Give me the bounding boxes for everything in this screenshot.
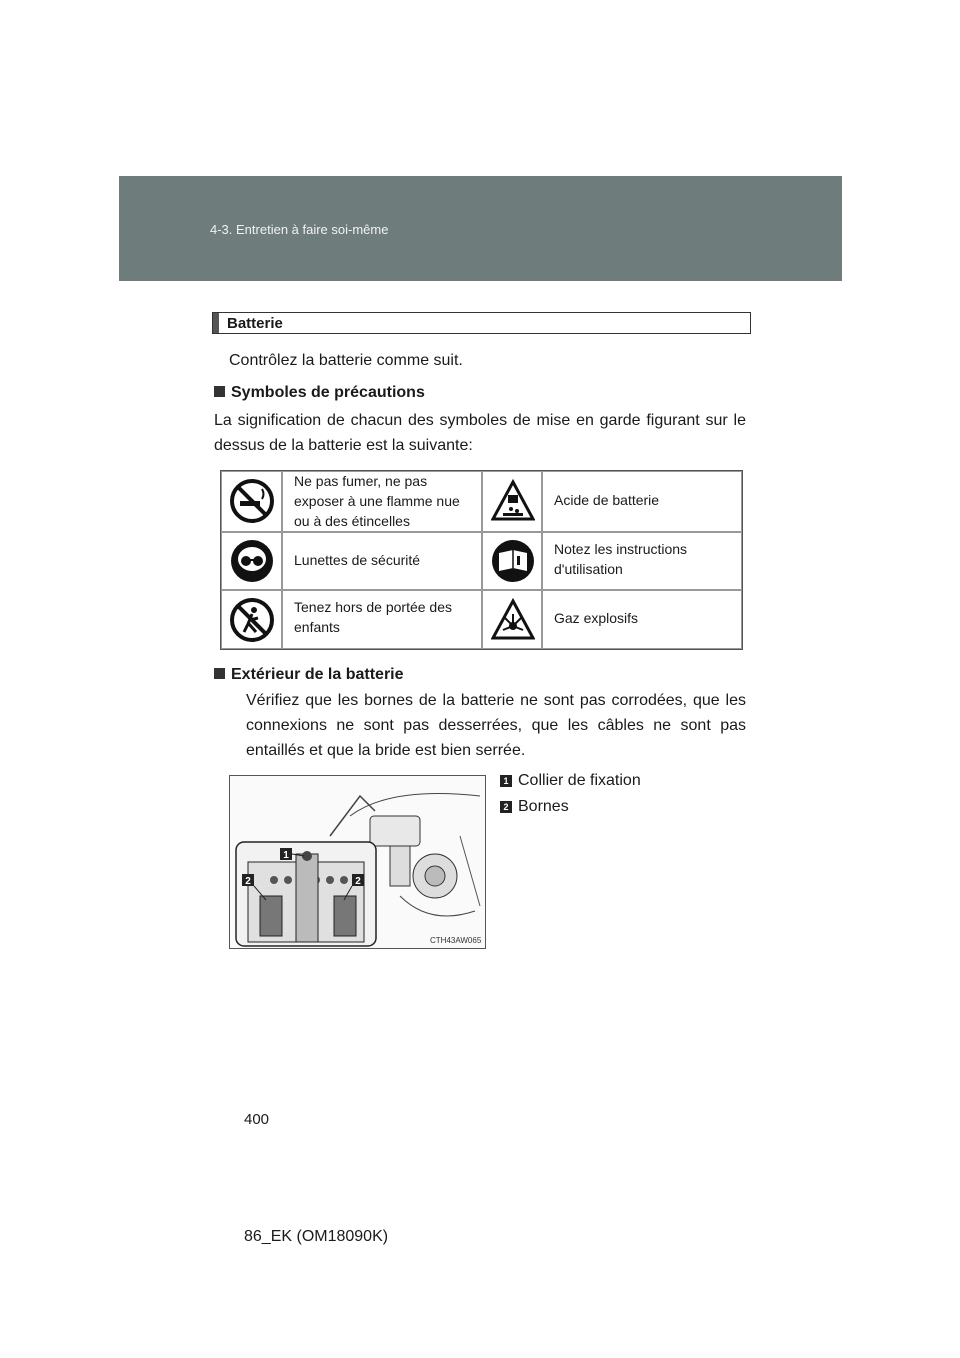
- callout-1: 1: [283, 850, 289, 861]
- symbols-paragraph: La signification de chacun des symboles de mise en garde figurant sur le dessus de la batterie est la suivante:: [214, 412, 746, 454]
- page-number: 400: [244, 1111, 270, 1128]
- footer-code: 86_EK (OM18090K): [244, 1228, 389, 1245]
- symbols-heading: Symboles de précautions: [214, 384, 425, 402]
- exterior-heading: Extérieur de la batterie: [214, 666, 404, 684]
- legend-item: 1 Collier de fixation: [500, 772, 641, 790]
- keep-away-children-icon: [230, 598, 274, 642]
- callout-2-right: 2: [355, 876, 361, 887]
- section-title: 4-3. Entretien à faire soi-même: [210, 222, 389, 237]
- legend-item: 2 Bornes: [500, 798, 569, 816]
- bullet-square-icon: [214, 668, 225, 679]
- read-instructions-icon: [491, 539, 535, 583]
- no-smoking-icon: [230, 479, 274, 523]
- table-text: Notez les instructions d'utilisation: [554, 541, 688, 577]
- figure-code: CTH43AW065: [430, 936, 482, 945]
- safety-glasses-icon: [230, 539, 274, 583]
- table-text: Gaz explosifs: [554, 610, 639, 626]
- battery-illustration: [230, 776, 485, 948]
- intro-text: Contrôlez la batterie comme suit.: [229, 352, 463, 369]
- table-text: Ne pas fumer, ne pas exposer à une flamme nue ou à des étincelles: [294, 473, 460, 529]
- callout-badge: 2: [500, 801, 512, 813]
- callout-badge: 1: [500, 775, 512, 787]
- symbols-table: [220, 470, 743, 650]
- title-marker: [213, 313, 219, 333]
- bullet-square-icon: [214, 386, 225, 397]
- explosive-gas-icon: [491, 598, 535, 642]
- table-text: Lunettes de sécurité: [294, 552, 421, 568]
- battery-acid-icon: [491, 479, 535, 523]
- exterior-paragraph: Vérifiez que les bornes de la batterie ne sont pas corrodées, que les connexions ne sont pas desserrées, que les câbles ne sont pas entaillés et que la bride est bien serrée.: [246, 692, 746, 759]
- topic-title-box: [212, 312, 751, 334]
- table-text: Acide de batterie: [554, 492, 660, 508]
- table-text: Tenez hors de portée des enfants: [294, 599, 452, 635]
- callout-2-left: 2: [245, 876, 251, 887]
- battery-figure: [229, 775, 486, 949]
- topic-title: Batterie: [227, 315, 283, 332]
